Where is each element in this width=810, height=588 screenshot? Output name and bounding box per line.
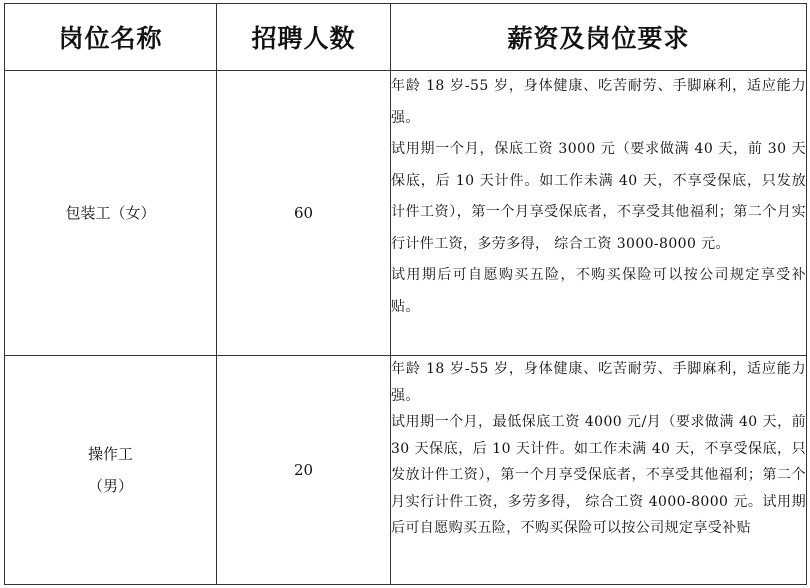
- requirements-cell: [391, 356, 807, 585]
- position-gender: （男）: [87, 477, 133, 495]
- requirement-paragraph: 年龄 18 岁-55 岁，身体健康、吃苦耐劳、手脚麻利，适应能力强。: [391, 78, 806, 126]
- table-row: [5, 71, 807, 356]
- recruitment-table: [4, 3, 807, 585]
- position-name-cell: [5, 71, 217, 356]
- hiring-count: 60: [217, 71, 391, 356]
- requirement-paragraph: 试用期一个月，最低保底工资 4000 元/月（要求做满 40 天，前 30 天保底，后 10 天计件。如工作未满 40 天，不享受保底，只发放计件工资），第一个月享受保底者，不享受其他福利；第二个月实行计件工资，多劳多得， 综合工资 4000-8000 元。试用期后可自愿购买五险，不购买保险可以按公司规定享受补贴: [391, 414, 806, 536]
- requirements-cell: [391, 71, 807, 356]
- position-name-cell: [5, 356, 217, 585]
- position-name: 包装工（女）: [65, 204, 156, 222]
- header-hiring-count: 招聘人数: [217, 4, 391, 71]
- requirement-paragraph: 试用期一个月，保底工资 3000 元（要求做满 40 天，前 30 天保底，后 10 天计件。如工作未满 40 天，不享受保底，只发放计件工资），第一个月享受保底者，不享受其他福利；第二个月实行计件工资，多劳多得， 综合工资 3000-8000 元。: [391, 141, 806, 252]
- table-header-row: [5, 4, 807, 71]
- hiring-count: 20: [217, 356, 391, 585]
- requirement-paragraph: 试用期后可自愿购买五险，不购买保险可以按公司规定享受补贴。: [391, 267, 806, 315]
- header-position-name: 岗位名称: [5, 4, 217, 71]
- header-salary-requirements: 薪资及岗位要求: [391, 4, 807, 71]
- requirement-paragraph: 年龄 18 岁-55 岁，身体健康、吃苦耐劳、手脚麻利，适应能力强。: [391, 361, 806, 404]
- position-name: 操作工: [87, 445, 133, 463]
- table-row: [5, 356, 807, 585]
